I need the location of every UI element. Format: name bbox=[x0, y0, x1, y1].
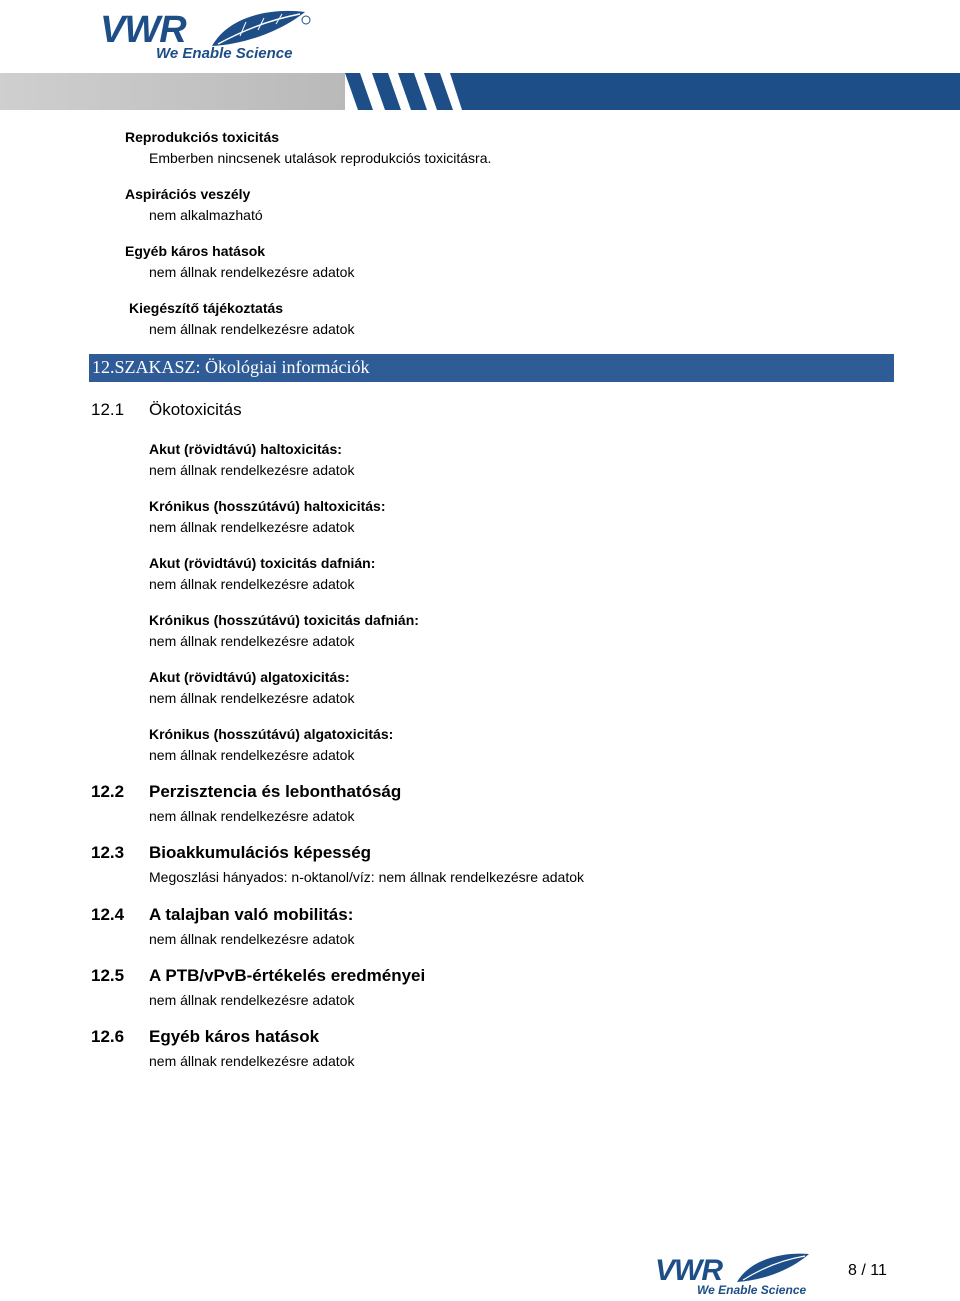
value-chronic-algae: nem állnak rendelkezésre adatok bbox=[149, 747, 355, 763]
subsection-number-12-3: 12.3 bbox=[91, 843, 125, 862]
subsection-title-soil-mobility: A talajban való mobilitás: bbox=[149, 905, 354, 924]
section-title: 12.SZAKASZ: Ökológiai információk bbox=[92, 357, 370, 377]
logo-wordmark: VWR bbox=[100, 9, 186, 51]
logo-tagline: We Enable Science bbox=[156, 45, 293, 62]
heading-acute-fish: Akut (rövidtávú) haltoxicitás: bbox=[149, 441, 342, 457]
heading-chronic-algae: Krónikus (hosszútávú) algatoxicitás: bbox=[149, 726, 394, 742]
value-acute-daphnia: nem állnak rendelkezésre adatok bbox=[149, 576, 355, 592]
subsection-title-pbt-vpvb: A PTB/vPvB-értékelés eredményei bbox=[149, 966, 426, 985]
subsection-number-12-6: 12.6 bbox=[91, 1027, 125, 1046]
value-aspiration-hazard: nem alkalmazható bbox=[149, 207, 263, 223]
heading-other-adverse-effects: Egyéb káros hatások bbox=[125, 243, 266, 259]
subsection-title-persistence: Perzisztencia és lebonthatóság bbox=[149, 782, 402, 801]
value-other-adverse-effects: nem állnak rendelkezésre adatok bbox=[149, 264, 355, 280]
heading-chronic-fish: Krónikus (hosszútávú) haltoxicitás: bbox=[149, 498, 386, 514]
subsection-number-12-2: 12.2 bbox=[91, 782, 125, 801]
value-additional-information: nem állnak rendelkezésre adatok bbox=[149, 321, 355, 337]
heading-chronic-daphnia: Krónikus (hosszútávú) toxicitás dafnián: bbox=[149, 612, 419, 628]
value-reproductive-toxicity: Emberben nincsenek utalások reprodukciós toxicitásra. bbox=[149, 150, 492, 166]
header-band bbox=[0, 73, 960, 110]
footer-vwr-logo bbox=[655, 1250, 813, 1296]
value-acute-algae: nem állnak rendelkezésre adatok bbox=[149, 690, 355, 706]
value-other-effects: nem állnak rendelkezésre adatok bbox=[149, 1053, 355, 1069]
heading-aspiration-hazard: Aspirációs veszély bbox=[125, 186, 251, 202]
subsection-number-12-1: 12.1 bbox=[91, 400, 125, 419]
heading-reproductive-toxicity: Reprodukciós toxicitás bbox=[125, 129, 280, 145]
subsection-number-12-5: 12.5 bbox=[91, 966, 125, 985]
section-title-bar bbox=[89, 354, 894, 382]
footer-logo-tagline: We Enable Science bbox=[697, 1283, 807, 1296]
value-bioaccumulation: Megoszlási hányados: n-oktanol/víz: nem állnak rendelkezésre adatok bbox=[149, 869, 585, 885]
subsection-title-bioaccumulation: Bioakkumulációs képesség bbox=[149, 843, 372, 862]
heading-acute-daphnia: Akut (rövidtávú) toxicitás dafnián: bbox=[149, 555, 376, 571]
subsection-number-12-4: 12.4 bbox=[91, 905, 125, 924]
page-number: 8 / 11 bbox=[848, 1262, 887, 1279]
footer-logo-wordmark: VWR bbox=[655, 1254, 722, 1287]
value-pbt-vpvb: nem állnak rendelkezésre adatok bbox=[149, 992, 355, 1008]
heading-acute-algae: Akut (rövidtávú) algatoxicitás: bbox=[149, 669, 350, 685]
vwr-logo bbox=[100, 6, 312, 62]
value-acute-fish: nem állnak rendelkezésre adatok bbox=[149, 462, 355, 478]
subsection-title-ecotoxicity: Ökotoxicitás bbox=[149, 400, 242, 419]
value-soil-mobility: nem állnak rendelkezésre adatok bbox=[149, 931, 355, 947]
heading-additional-information: Kiegészítő tájékoztatás bbox=[129, 300, 284, 316]
value-chronic-fish: nem állnak rendelkezésre adatok bbox=[149, 519, 355, 535]
subsection-title-other-effects: Egyéb káros hatások bbox=[149, 1027, 320, 1046]
value-persistence: nem állnak rendelkezésre adatok bbox=[149, 808, 355, 824]
value-chronic-daphnia: nem állnak rendelkezésre adatok bbox=[149, 633, 355, 649]
